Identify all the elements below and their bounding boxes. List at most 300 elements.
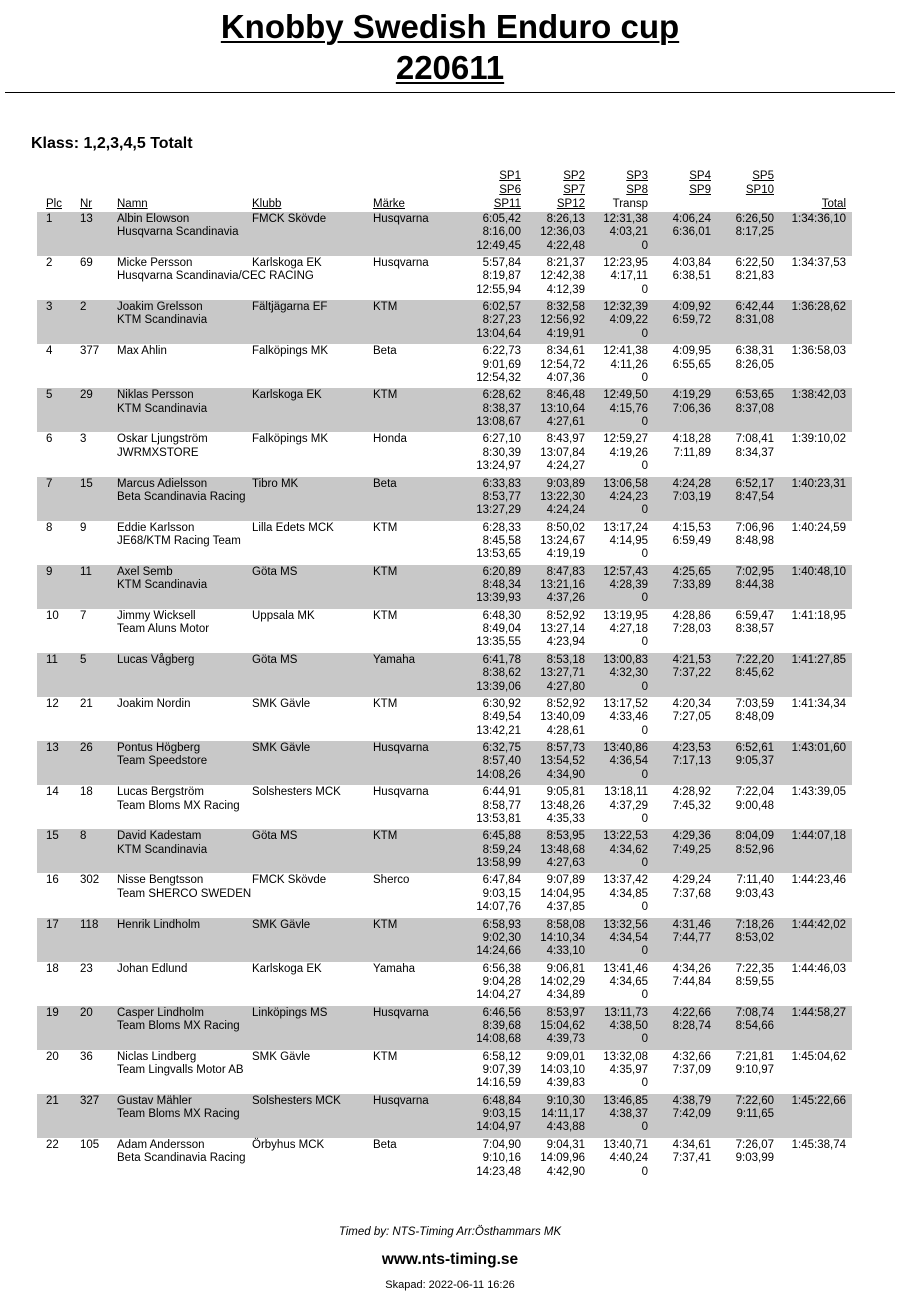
rider-number: 118: [80, 918, 99, 931]
stage-time: 4:24,24: [546, 504, 585, 517]
rider-number: 3: [80, 433, 87, 446]
stage-time: 6:42,44: [735, 301, 774, 314]
stage-time: 9:10,16: [482, 1152, 521, 1165]
header-sp9: SP9: [689, 184, 711, 196]
header-sp6: SP6: [499, 184, 521, 196]
stage-time: 4:40,24: [609, 1152, 648, 1165]
stage-time: 13:06,58: [603, 477, 648, 490]
rider-team: Husqvarna Scandinavia: [117, 226, 239, 239]
stage-time: 6:30,92: [482, 698, 521, 711]
bike-brand: Husqvarna: [373, 1094, 429, 1107]
stage-time: 6:22,50: [735, 257, 774, 270]
table-row: [37, 697, 852, 741]
stage-time: 4:07,36: [546, 371, 585, 384]
stage-time: 6:46,56: [482, 1006, 521, 1019]
stage-time: 13:40,71: [603, 1138, 648, 1151]
stage-time: 8:53,95: [546, 830, 585, 843]
stage-time: 8:44,38: [735, 579, 774, 592]
bike-brand: KTM: [373, 918, 398, 931]
stage-time: 13:42,21: [476, 724, 521, 737]
stage-time: 4:09,92: [672, 301, 711, 314]
placement: 7: [46, 477, 53, 490]
stage-time: 8:52,92: [546, 698, 585, 711]
stage-time: 4:25,65: [672, 565, 711, 578]
rider-name: Nisse Bengtsson: [117, 874, 204, 887]
table-row: [37, 477, 852, 521]
stage-time: 6:32,75: [482, 742, 521, 755]
rider-name: Oskar Ljungström: [117, 433, 208, 446]
rider-club: Lilla Edets MCK: [252, 521, 334, 534]
stage-time: 8:43,97: [546, 433, 585, 446]
stage-time: 12:55,94: [476, 283, 521, 296]
rider-name: Eddie Karlsson: [117, 521, 195, 534]
stage-time: 7:21,81: [735, 1050, 774, 1063]
stage-time: 4:24,28: [672, 477, 711, 490]
stage-time: 13:04,64: [476, 327, 521, 340]
rider-name: Lucas Vågberg: [117, 653, 195, 666]
stage-time: 4:34,90: [546, 768, 585, 781]
stage-time: 8:50,02: [546, 521, 585, 534]
stage-time: 8:39,68: [482, 1019, 521, 1032]
stage-time: 4:38,79: [672, 1094, 711, 1107]
stage-time: 8:53,18: [546, 653, 585, 666]
rider-team: JWRMXSTORE: [117, 446, 199, 459]
total-time: 1:40:24,59: [791, 521, 846, 534]
stage-time: 8:38,62: [482, 667, 521, 680]
stage-time: 8:52,96: [735, 843, 774, 856]
stage-time: 4:28,86: [672, 609, 711, 622]
stage-time: 4:19,91: [546, 327, 585, 340]
stage-time: 13:39,93: [476, 592, 521, 605]
stage-time: 14:09,96: [540, 1152, 585, 1165]
stage-time: 0: [641, 1033, 648, 1046]
bike-brand: KTM: [373, 609, 398, 622]
stage-time: 8:58,77: [482, 799, 521, 812]
table-row: [37, 1050, 852, 1094]
stage-time: 4:12,39: [546, 283, 585, 296]
stage-time: 13:48,68: [540, 843, 585, 856]
stage-time: 7:11,40: [736, 874, 774, 887]
table-row: [37, 344, 852, 388]
rider-team: JE68/KTM Racing Team: [117, 534, 241, 547]
stage-time: 6:59,72: [672, 314, 711, 327]
bike-brand: Yamaha: [373, 962, 415, 975]
stage-time: 0: [641, 812, 648, 825]
total-time: 1:34:37,53: [791, 257, 846, 270]
placement: 5: [46, 389, 53, 402]
placement: 1: [46, 213, 53, 225]
stage-time: 6:44,91: [482, 786, 521, 799]
total-time: 1:41:34,34: [791, 698, 846, 711]
stage-time: 9:03,15: [482, 1108, 521, 1121]
rider-club: Karlskoga EK: [252, 962, 322, 975]
stage-time: 4:28,61: [546, 724, 585, 737]
stage-time: 8:52,92: [546, 609, 585, 622]
stage-time: 14:16,59: [476, 1077, 521, 1090]
stage-time: 0: [641, 636, 648, 649]
stage-time: 13:48,26: [540, 799, 585, 812]
stage-time: 8:31,08: [735, 314, 774, 327]
stage-time: 8:34,37: [735, 446, 774, 459]
placement: 13: [46, 742, 59, 755]
stage-time: 9:06,81: [546, 962, 585, 975]
stage-time: 6:41,78: [482, 653, 521, 666]
total-time: 1:45:38,74: [791, 1138, 846, 1151]
stage-time: 4:34,85: [609, 887, 648, 900]
stage-time: 4:21,53: [672, 653, 711, 666]
stage-time: 4:09,22: [609, 314, 648, 327]
stage-time: 13:54,52: [540, 755, 585, 768]
rider-name: Joakim Nordin: [117, 698, 191, 711]
total-time: 1:41:27,85: [791, 653, 846, 666]
stage-time: 13:40,86: [603, 742, 648, 755]
bike-brand: Husqvarna: [373, 213, 429, 225]
stage-time: 8:48,09: [735, 711, 774, 724]
rider-name: Adam Andersson: [117, 1138, 205, 1151]
stage-time: 8:34,61: [546, 345, 585, 358]
stage-time: 6:05,42: [482, 213, 521, 225]
stage-time: 4:39,73: [546, 1033, 585, 1046]
placement: 15: [46, 830, 59, 843]
rider-number: 105: [80, 1138, 100, 1151]
bike-brand: KTM: [373, 565, 398, 578]
total-time: 1:44:42,02: [791, 918, 846, 931]
rider-name: Axel Semb: [117, 565, 173, 578]
stage-time: 0: [641, 371, 648, 384]
stage-time: 7:22,20: [735, 653, 774, 666]
stage-time: 8:26,13: [546, 213, 585, 225]
stage-time: 13:41,46: [603, 962, 648, 975]
stage-time: 9:03,43: [735, 887, 774, 900]
stage-time: 7:22,04: [735, 786, 774, 799]
stage-time: 14:23,48: [476, 1165, 521, 1178]
stage-time: 6:45,88: [482, 830, 521, 843]
bike-brand: Beta: [373, 477, 397, 490]
header-sp2: SP2: [563, 170, 585, 182]
rider-team: Team Lingvalls Motor AB: [117, 1064, 244, 1077]
total-time: 1:44:46,03: [791, 962, 846, 975]
rider-team: KTM Scandinavia: [117, 579, 208, 592]
stage-time: 6:48,84: [482, 1094, 521, 1107]
rider-name: Niclas Lindberg: [117, 1050, 197, 1063]
stage-time: 4:09,95: [672, 345, 711, 358]
stage-time: 14:04,27: [476, 989, 521, 1002]
rider-name: Albin Elowson: [117, 213, 190, 225]
header-sp5: SP5: [752, 170, 774, 182]
rider-team: KTM Scandinavia: [117, 843, 208, 856]
stage-time: 8:48,34: [482, 579, 521, 592]
stage-time: 4:37,26: [546, 592, 585, 605]
stage-time: 9:09,01: [546, 1050, 585, 1063]
stage-time: 7:08,41: [735, 433, 774, 446]
stage-time: 13:40,09: [540, 711, 585, 724]
rider-club: SMK Gävle: [252, 742, 311, 755]
header-namn: Namn: [117, 198, 148, 210]
stage-time: 0: [641, 945, 648, 958]
stage-time: 9:03,15: [482, 887, 521, 900]
rider-number: 327: [80, 1094, 100, 1107]
total-time: 1:36:28,62: [791, 301, 846, 314]
stage-time: 4:42,90: [546, 1165, 585, 1178]
stage-time: 8:16,00: [482, 226, 521, 239]
stage-time: 14:02,29: [540, 975, 585, 988]
stage-time: 12:36,03: [540, 226, 585, 239]
stage-time: 4:29,24: [672, 874, 711, 887]
stage-time: 6:56,38: [482, 962, 521, 975]
placement: 8: [46, 521, 53, 534]
stage-time: 6:52,17: [735, 477, 774, 490]
stage-time: 6:53,65: [735, 389, 774, 402]
total-time: 1:36:58,03: [791, 345, 846, 358]
stage-time: 7:33,89: [672, 579, 711, 592]
stage-time: 8:59,24: [482, 843, 521, 856]
rider-team: KTM Scandinavia: [117, 402, 208, 415]
stage-time: 14:07,76: [476, 901, 521, 913]
table-row: [37, 388, 852, 432]
table-row: [37, 918, 852, 962]
rider-number: 9: [80, 521, 87, 534]
stage-time: 13:17,24: [603, 521, 648, 534]
stage-time: 6:52,61: [735, 742, 774, 755]
stage-time: 7:06,96: [735, 521, 774, 534]
stage-time: 12:49,45: [476, 239, 521, 252]
stage-time: 13:22,30: [540, 490, 585, 503]
stage-time: 8:38,57: [735, 623, 774, 636]
stage-time: 13:37,42: [603, 874, 648, 887]
stage-time: 13:32,08: [603, 1050, 648, 1063]
header-sp7: SP7: [563, 184, 585, 196]
header-transp: Transp: [612, 198, 648, 210]
table-row: [37, 1006, 852, 1050]
stage-time: 7:37,09: [672, 1064, 711, 1077]
bike-brand: Husqvarna: [373, 257, 429, 270]
stage-time: 4:31,46: [672, 918, 711, 931]
stage-time: 8:17,25: [735, 226, 774, 239]
rider-team: Beta Scandinavia Racing: [117, 1152, 246, 1165]
stage-time: 13:17,52: [603, 698, 648, 711]
stage-time: 4:22,66: [672, 1006, 711, 1019]
rider-team: Team Speedstore: [117, 755, 208, 768]
stage-time: 6:38,51: [672, 270, 711, 283]
header-sp10: SP10: [745, 184, 774, 196]
results-table: [37, 212, 852, 1182]
total-time: 1:45:22,66: [791, 1094, 846, 1107]
stage-time: 9:03,99: [735, 1152, 774, 1165]
stage-time: 0: [641, 283, 648, 296]
stage-time: 9:11,65: [736, 1108, 774, 1121]
bike-brand: KTM: [373, 389, 398, 402]
bike-brand: KTM: [373, 1050, 398, 1063]
rider-name: Gustav Mähler: [117, 1094, 192, 1107]
table-row: [37, 873, 852, 917]
bike-brand: Sherco: [373, 874, 410, 887]
stage-time: 6:20,89: [482, 565, 521, 578]
stage-time: 4:39,83: [546, 1077, 585, 1090]
stage-time: 4:24,23: [609, 490, 648, 503]
stage-time: 4:15,53: [672, 521, 711, 534]
stage-time: 7:03,59: [735, 698, 774, 711]
stage-time: 12:59,27: [603, 433, 648, 446]
rider-name: Jimmy Wicksell: [117, 609, 196, 622]
stage-time: 0: [641, 856, 648, 869]
stage-time: 6:22,73: [482, 345, 521, 358]
stage-time: 14:10,34: [540, 931, 585, 944]
bike-brand: KTM: [373, 830, 398, 843]
rider-club: SMK Gävle: [252, 918, 311, 931]
rider-name: Casper Lindholm: [117, 1006, 204, 1019]
stage-time: 6:33,83: [482, 477, 521, 490]
table-row: [37, 212, 852, 256]
header-sp3: SP3: [626, 170, 648, 182]
rider-number: 13: [80, 213, 93, 225]
stage-time: 6:38,31: [735, 345, 774, 358]
table-row: [37, 1094, 852, 1138]
stage-time: 4:38,37: [609, 1108, 648, 1121]
rider-team: Husqvarna Scandinavia/CEC RACING: [117, 270, 314, 283]
stage-time: 8:53,02: [735, 931, 774, 944]
rider-club: Tibro MK: [252, 477, 299, 490]
rider-club: SMK Gävle: [252, 698, 311, 711]
stage-time: 13:18,11: [604, 786, 648, 799]
stage-time: 14:24,66: [476, 945, 521, 958]
stage-time: 8:58,08: [546, 918, 585, 931]
stage-time: 14:08,68: [476, 1033, 521, 1046]
rider-number: 2: [80, 301, 87, 314]
stage-time: 0: [641, 680, 648, 693]
placement: 2: [46, 257, 53, 270]
stage-time: 13:53,81: [476, 812, 521, 825]
stage-time: 4:32,66: [672, 1050, 711, 1063]
bike-brand: Beta: [373, 345, 397, 358]
rider-team: Beta Scandinavia Racing: [117, 490, 246, 503]
rider-club: Göta MS: [252, 830, 298, 843]
stage-time: 6:59,49: [672, 534, 711, 547]
stage-time: 15:04,62: [540, 1019, 585, 1032]
bike-brand: Yamaha: [373, 653, 415, 666]
stage-time: 8:57,40: [482, 755, 521, 768]
rider-club: Karlskoga EK: [252, 257, 322, 270]
stage-time: 13:08,67: [476, 415, 521, 428]
bike-brand: Husqvarna: [373, 1006, 429, 1019]
stage-time: 4:38,50: [609, 1019, 648, 1032]
page-title: Knobby Swedish Enduro cup: [220, 8, 680, 45]
stage-time: 8:45,58: [482, 534, 521, 547]
stage-time: 4:43,88: [546, 1121, 585, 1134]
stage-time: 4:34,89: [546, 989, 585, 1002]
rider-name: Joakim Grelsson: [117, 301, 203, 314]
stage-time: 0: [641, 504, 648, 517]
stage-time: 4:27,63: [546, 856, 585, 869]
stage-time: 4:28,39: [609, 579, 648, 592]
stage-time: 4:18,28: [672, 433, 711, 446]
rider-number: 26: [80, 742, 93, 755]
stage-time: 8:38,37: [482, 402, 521, 415]
stage-time: 4:23,94: [546, 636, 585, 649]
stage-time: 12:54,72: [540, 358, 585, 371]
stage-time: 13:39,06: [476, 680, 521, 693]
bike-brand: KTM: [373, 521, 398, 534]
website-link[interactable]: www.nts-timing.se: [381, 1251, 519, 1268]
stage-time: 4:28,92: [672, 786, 711, 799]
stage-time: 7:22,60: [735, 1094, 774, 1107]
rider-name: Pontus Högberg: [117, 742, 201, 755]
stage-time: 13:27,14: [540, 623, 585, 636]
stage-time: 8:21,83: [735, 270, 774, 283]
stage-time: 12:57,43: [603, 565, 648, 578]
stage-time: 8:27,23: [482, 314, 521, 327]
rider-number: 11: [80, 565, 92, 578]
stage-time: 4:19,26: [609, 446, 648, 459]
rider-name: Marcus Adielsson: [117, 477, 208, 490]
stage-time: 4:27,18: [609, 623, 648, 636]
placement: 17: [46, 918, 59, 931]
stage-time: 4:03,21: [609, 226, 648, 239]
stage-time: 13:27,71: [540, 667, 585, 680]
stage-time: 14:08,26: [476, 768, 521, 781]
table-row: [37, 300, 852, 344]
stage-time: 7:18,26: [735, 918, 774, 931]
stage-time: 6:02,57: [482, 301, 521, 314]
stage-time: 8:46,48: [546, 389, 585, 402]
rider-team: Team Bloms MX Racing: [117, 1108, 240, 1121]
stage-time: 8:47,83: [546, 565, 585, 578]
stage-time: 8:04,09: [735, 830, 774, 843]
stage-time: 7:45,32: [672, 799, 711, 812]
stage-time: 7:28,03: [672, 623, 711, 636]
stage-time: 9:03,89: [546, 477, 585, 490]
table-row: [37, 653, 852, 697]
stage-time: 4:11,26: [610, 358, 648, 371]
placement: 12: [46, 698, 59, 711]
stage-time: 14:04,95: [540, 887, 585, 900]
stage-time: 6:58,93: [482, 918, 521, 931]
total-time: 1:40:48,10: [791, 565, 846, 578]
header-sp12: SP12: [556, 198, 585, 210]
stage-time: 7:17,13: [672, 755, 711, 768]
stage-time: 7:22,35: [735, 962, 774, 975]
stage-time: 9:10,97: [735, 1064, 774, 1077]
total-time: 1:43:01,60: [791, 742, 846, 755]
stage-time: 8:53,77: [482, 490, 521, 503]
stage-time: 8:30,39: [482, 446, 521, 459]
rider-club: Falköpings MK: [252, 433, 329, 446]
stage-time: 7:06,36: [672, 402, 711, 415]
bike-brand: KTM: [373, 698, 398, 711]
table-row: [37, 609, 852, 653]
stage-time: 13:22,53: [603, 830, 648, 843]
timed-by-note: Timed by: NTS-Timing Arr:Östhammars MK: [338, 1226, 562, 1238]
stage-time: 13:21,16: [540, 579, 585, 592]
header-marke: Märke: [373, 198, 405, 210]
stage-time: 4:27,80: [546, 680, 585, 693]
stage-time: 4:34,62: [609, 843, 648, 856]
rider-number: 5: [80, 653, 87, 666]
event-date-title: 220611: [395, 49, 505, 86]
stage-time: 8:37,08: [735, 402, 774, 415]
placement: 11: [46, 653, 58, 666]
stage-time: 4:23,53: [672, 742, 711, 755]
table-row: [37, 741, 852, 785]
stage-time: 4:33,46: [609, 711, 648, 724]
stage-time: 8:32,58: [546, 301, 585, 314]
stage-time: 13:10,64: [540, 402, 585, 415]
stage-time: 14:03,10: [540, 1064, 585, 1077]
total-time: 1:41:18,95: [791, 609, 846, 622]
table-row: [37, 256, 852, 300]
stage-time: 13:24,97: [476, 460, 521, 473]
rider-team: Team Aluns Motor: [117, 623, 210, 636]
stage-time: 0: [641, 1077, 648, 1090]
